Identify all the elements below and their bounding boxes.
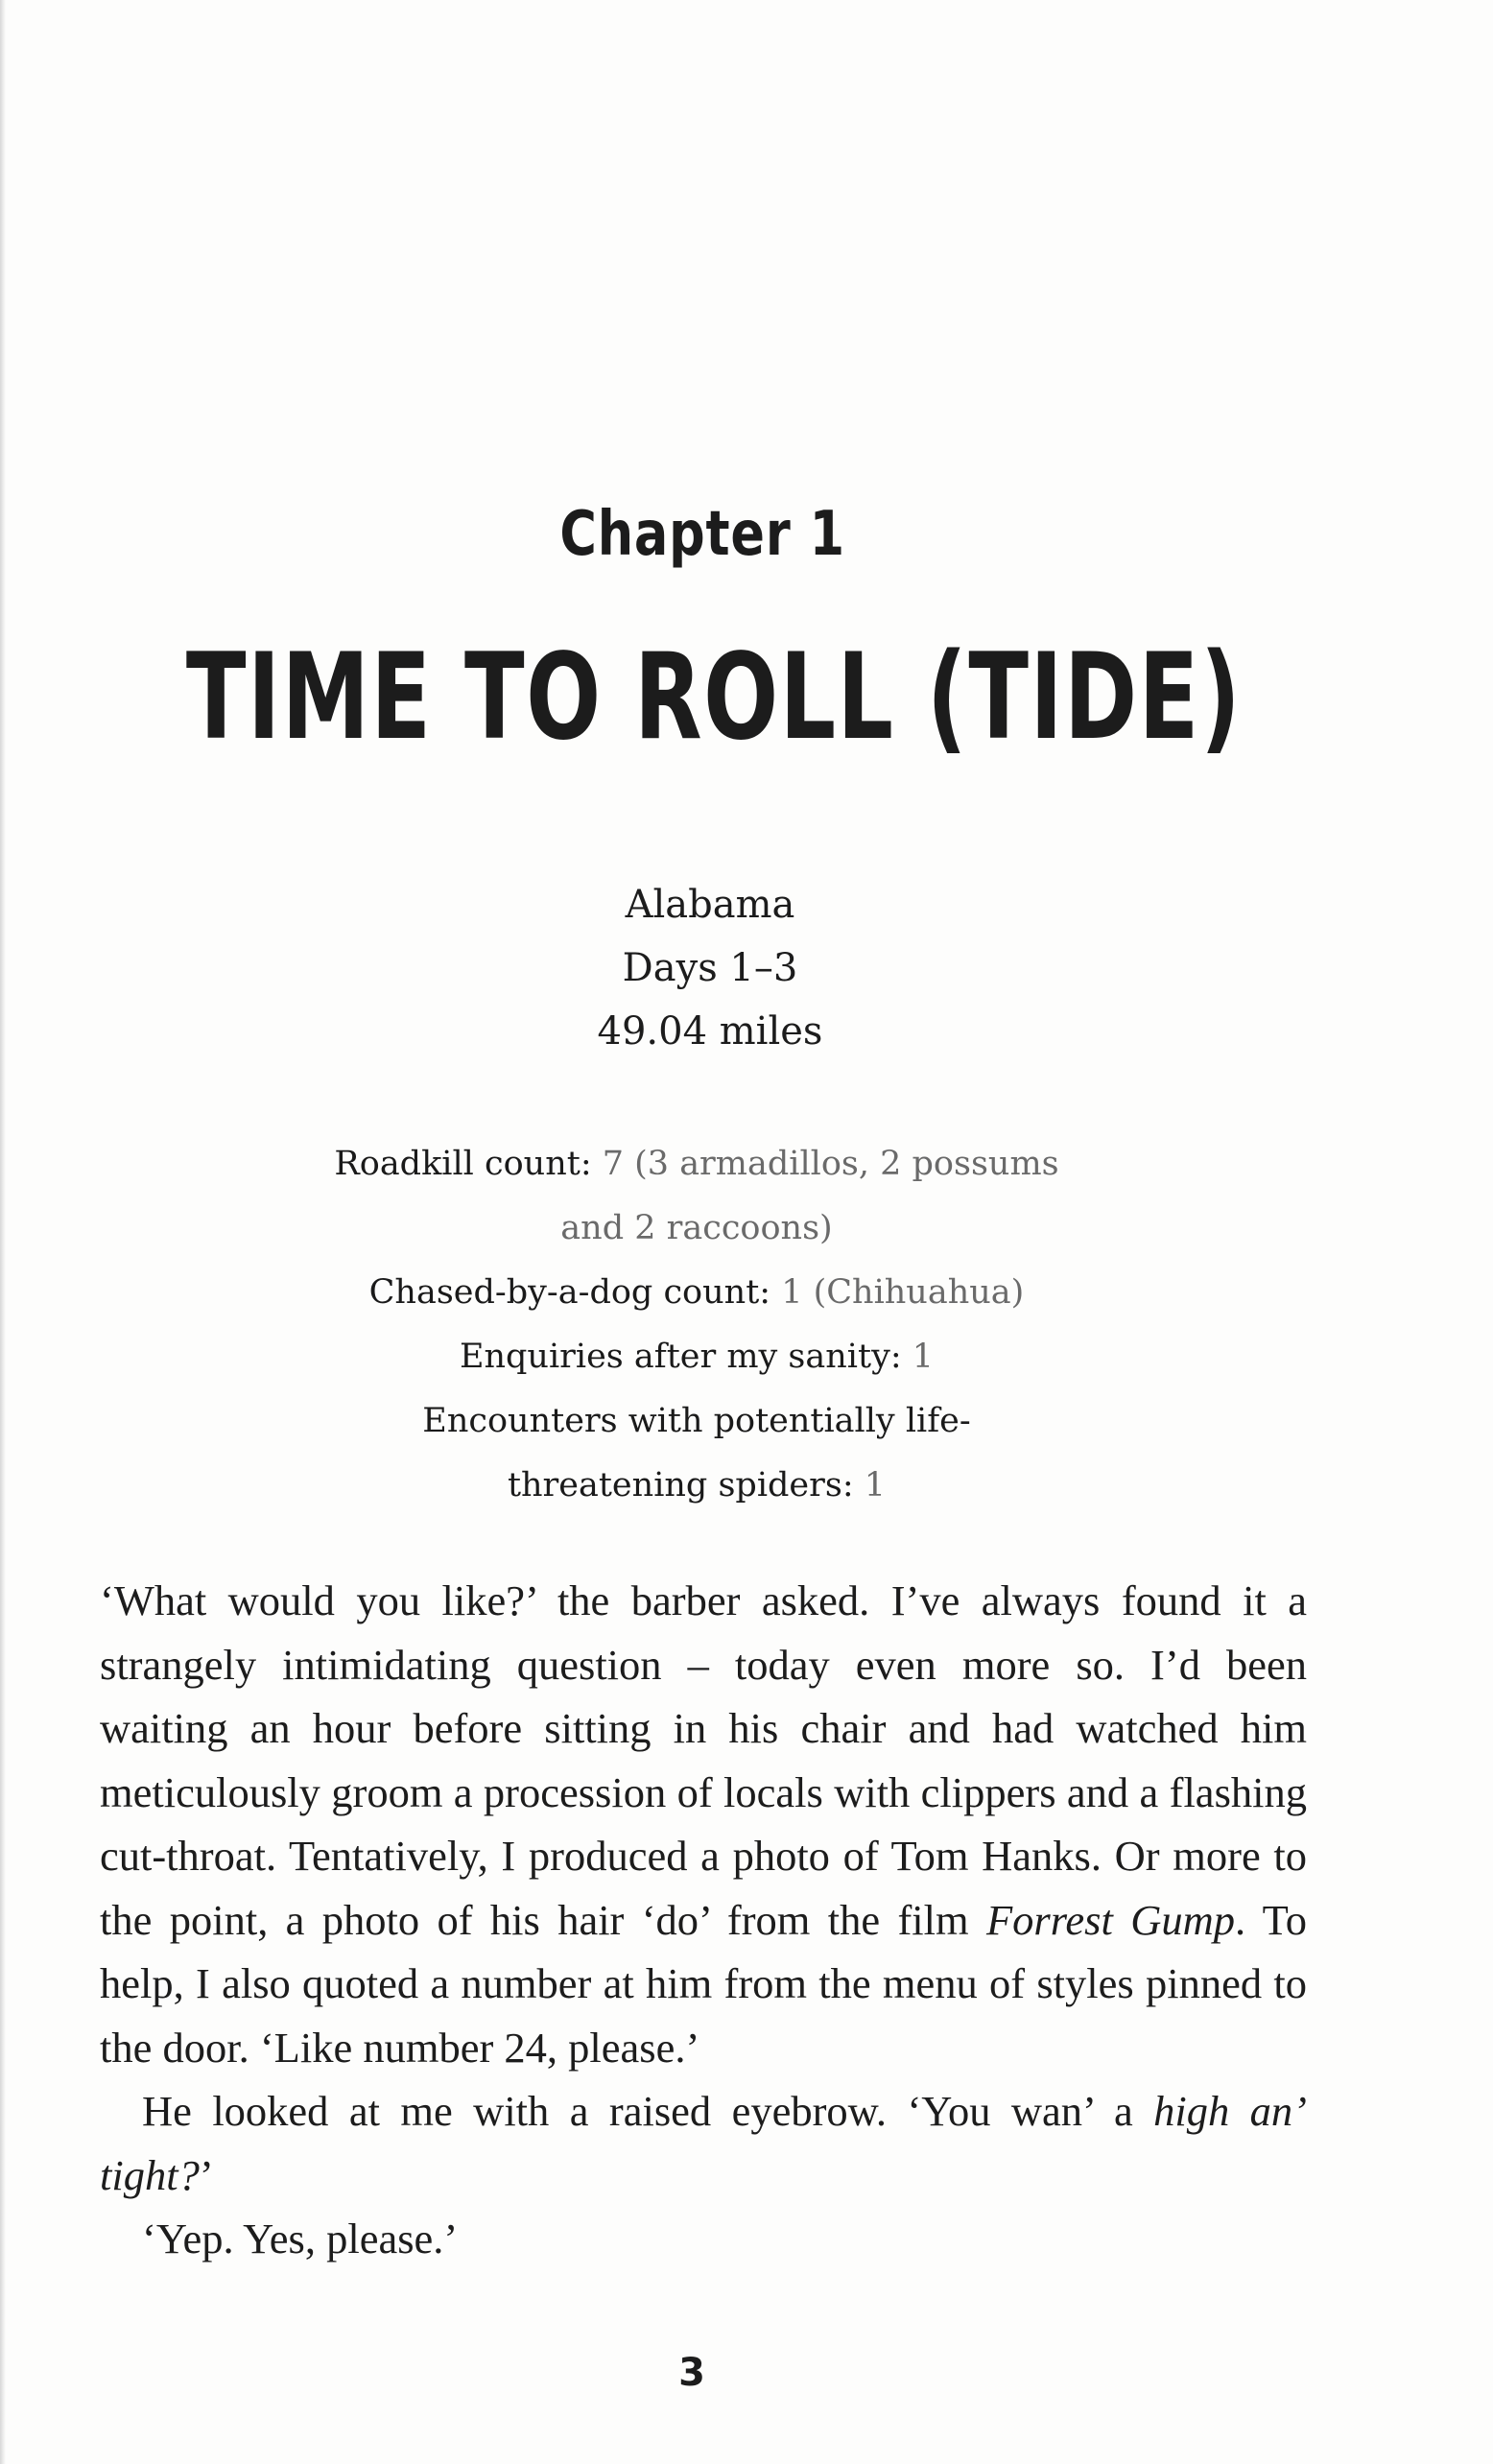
film-title: Forrest Gump [986,1895,1235,1944]
paragraph: ‘Yep. Yes, please.’ [142,2215,459,2263]
stat-row: Enquiries after my sanity: 1 [459,1338,935,1376]
stat-row: Chased-by-a-dog count: 1 (Chihuahua) [368,1273,1025,1312]
stat-row: Encounters with potentially life- [422,1402,971,1440]
paragraph: He looked at me with a raised eyebrow. ‘You wan’ a high an’ tight?’ [100,2087,1307,2199]
trip-distance: 49.04 miles [597,1009,823,1054]
stat-row: threatening spiders: 1 [507,1466,887,1504]
stat-row: Roadkill count: 7 (3 armadillos, 2 possums [334,1145,1059,1183]
dialogue-emphasis: high an’ tight? [100,2087,1307,2199]
stat-row: and 2 raccoons) [560,1209,833,1247]
paragraph: ‘What would you like?’ the barber asked. I’ve always found it a strangely intimidating question – today even more so. I’d been waiting an hour before sitting in his chair and had watched him meticulously groom a procession of locals with clippers and a flashing cut-throat. Tentatively, I produced a photo of Tom Hanks. Or more to the point, a photo of his hair ‘do’ from the film Forrest Gump. To help, I also quoted a number at him from the menu of styles pinned to the door. ‘Like number 24, please.’ [100,1576,1307,2072]
body-text [100,1569,1307,2271]
page-number: 3 [678,2351,705,2395]
trip-stats [0,1132,1493,1518]
trip-days: Days 1–3 [622,946,798,990]
trip-location: Alabama [625,883,795,927]
chapter-label: Chapter 1 [559,499,845,570]
chapter-title: TIME TO ROLL (TIDE) [185,628,1243,767]
trip-summary [0,873,1493,1063]
